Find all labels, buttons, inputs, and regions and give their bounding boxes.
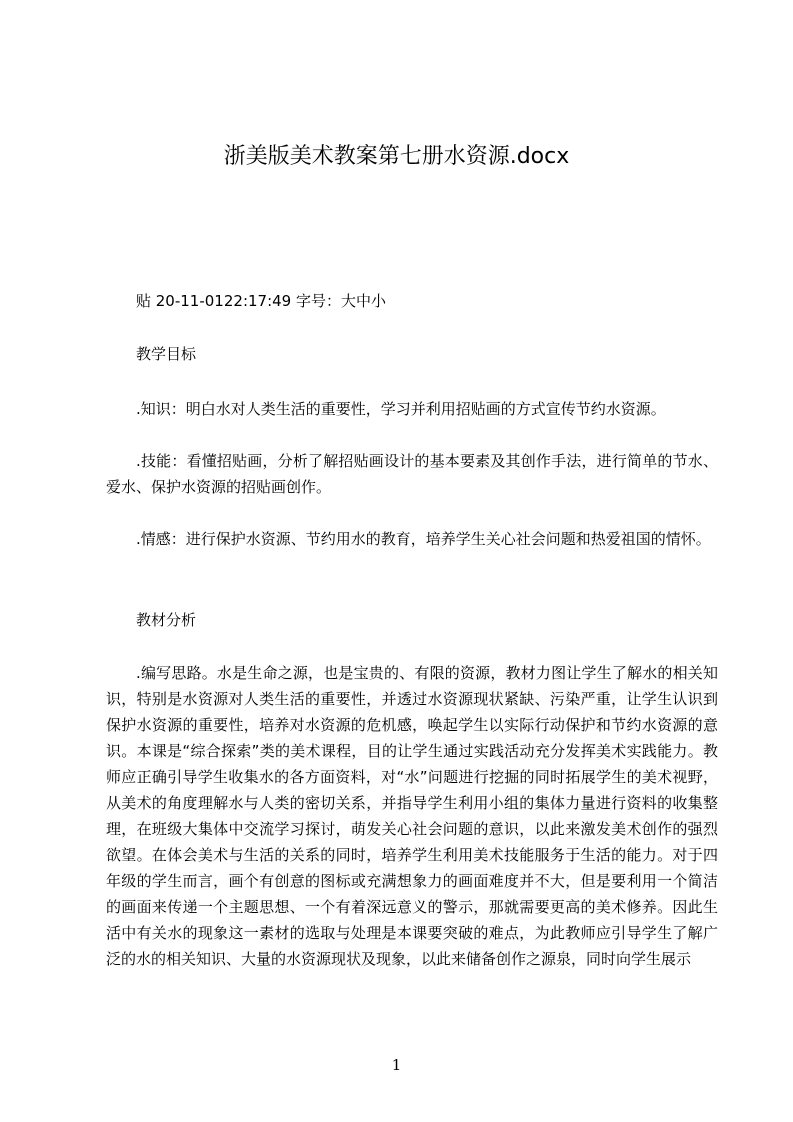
heading-material-analysis: 教材分析 [136,611,197,629]
goal-skill-paragraph: .技能：看懂招贴画，分析了解招贴画设计的基本要素及其创作手法，进行简单的节水、爱水、保护水资源的招贴画创作。 [106,452,718,496]
analysis-paragraph: .编写思路。水是生命之源，也是宝贵的、有限的资源，教材力图让学生了解水的相关知识，特别是水资源对人类生活的重要性，并透过水资源现状紧缺、污染严重，让学生认识到保护水资源的重要性，培养对水资源的危机感，唤起学生以实际行动保护和节约水资源的意识。本课是“综合探索”类的美术课程，目的让学生通过实践活动充分发挥美术实践能力。教师应正确引导学生收集水的各方面资料，对“水”问题进行挖掘的同时拓展学生的美术视野，从美术的角度理解水与人类的密切关系，并指导学生利用小组的集体力量进行资料的收集整理，在班级大集体中交流学习探讨，萌发关心社会问题的意识，以此来激发美术创作的强烈欲望。在体会美术与生活的关系的同时，培养学生利用美术技能服务于生活的能力。对于四年级的学生而言，画个有创意的图标或充满想象力的画面难度并不大，但是要利用一个简洁的画面来传递一个主题思想、一个有着深远意义的警示，那就需要更高的美术修养。因此生活中有关水的现象这一素材的选取与处理是本课要突破的难点，为此教师应引导学生了解广泛的水的相关知识、大量的水资源现状及现象，以此来储备创作之源泉，同时向学生展示 [106,664,718,968]
page-number: 1 [391,1056,402,1074]
meta-line: 贴 20-11-0122:17:49 字号：大中小 [136,292,386,310]
goal-emotion-paragraph: .情感：进行保护水资源、节约用水的教育，培养学生关心社会问题和热爱祖国的情怀。 [136,530,711,548]
document-title: 浙美版美术教案第七册水资源.docx [223,144,570,169]
goal-knowledge-paragraph: .知识：明白水对人类生活的重要性，学习并利用招贴画的方式宣传节约水资源。 [136,400,666,418]
heading-teaching-goals: 教学目标 [136,345,197,363]
